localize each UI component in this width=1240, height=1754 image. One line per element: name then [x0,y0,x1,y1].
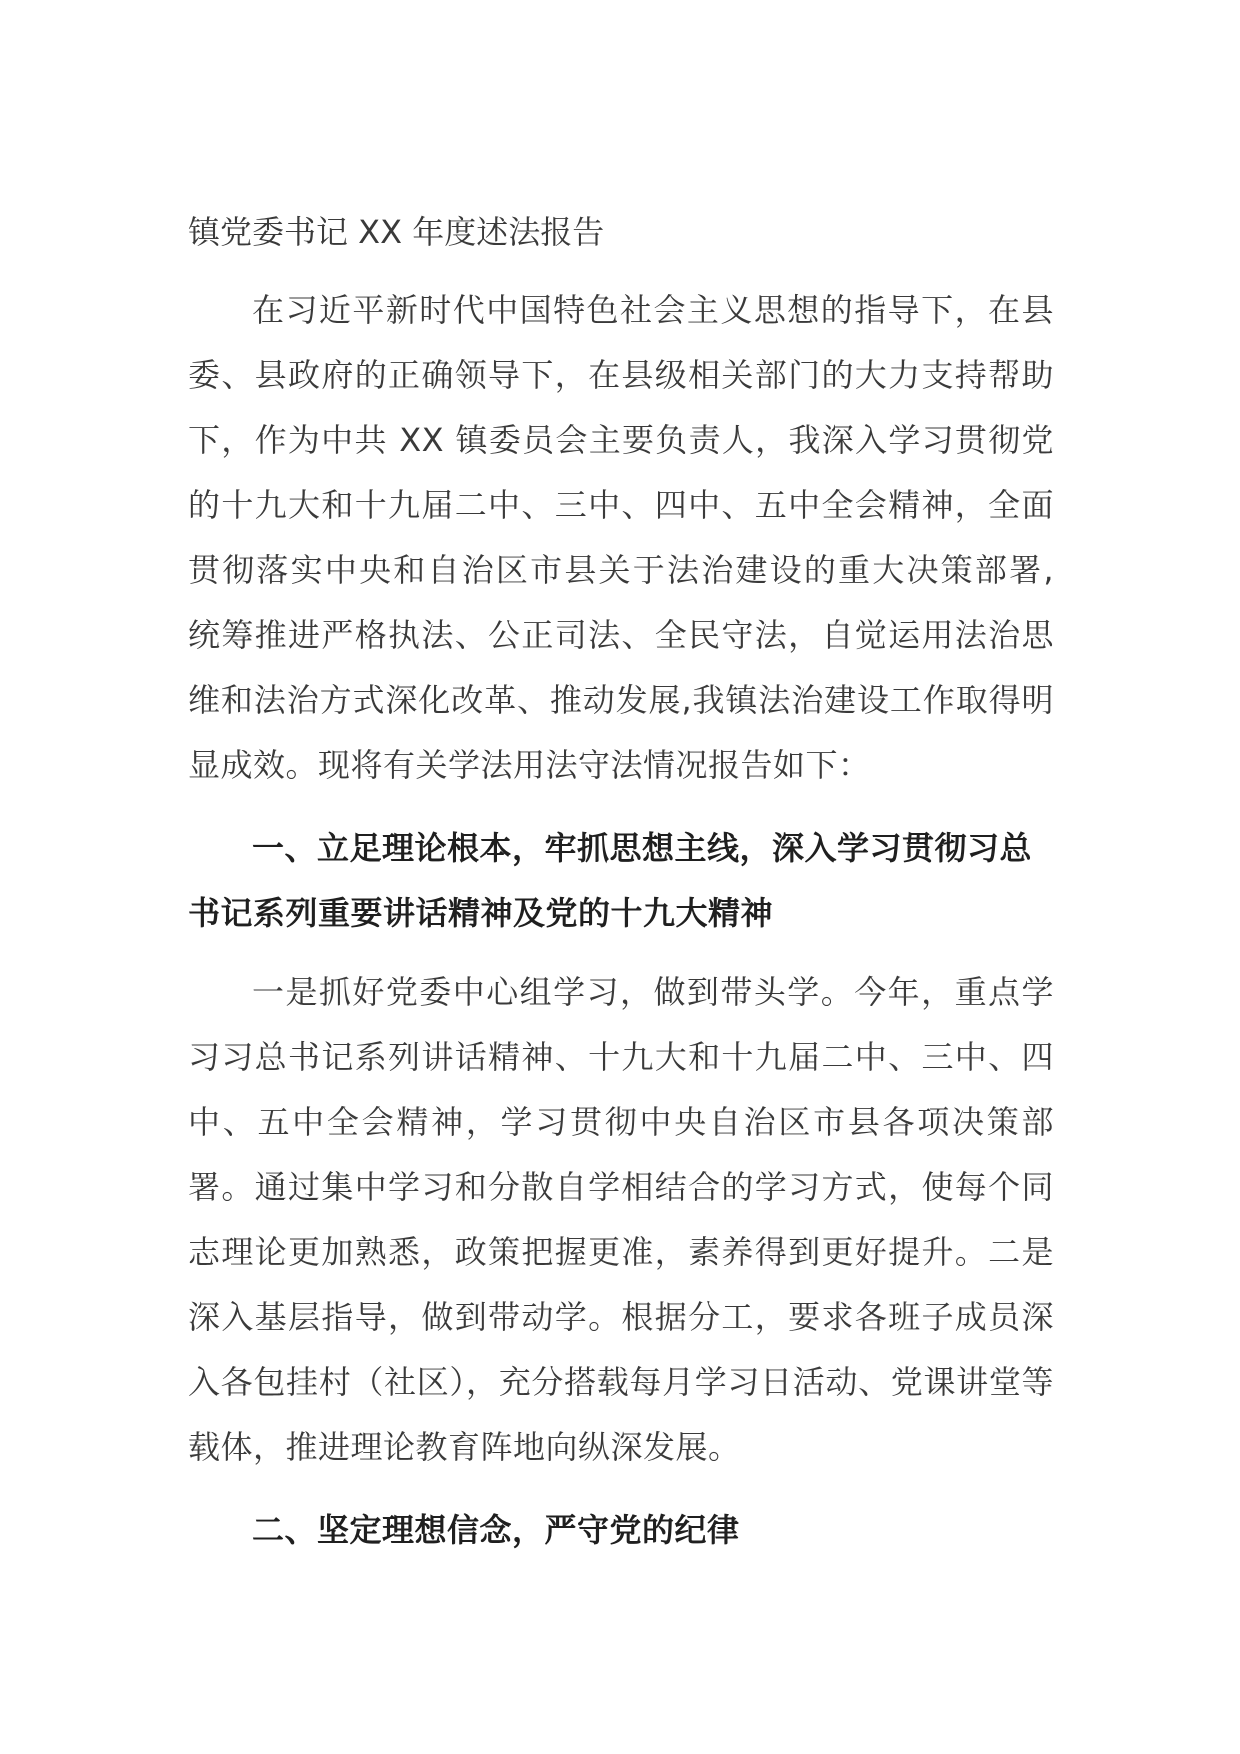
section-1-heading: 一、立足理论根本，牢抓思想主线，深入学习贯彻习总书记系列重要讲话精神及党的十九大精神 [188,829,1033,932]
intro-paragraph: 在习近平新时代中国特色社会主义思想的指导下，在县委、县政府的正确领导下，在县级相关部门的大力支持帮助下，作为中共 XX 镇委员会主要负责人，我深入学习贯彻党的十九大和十九届二中、三中、四中、五中全会精神，全面贯彻落实中央和自治区市县关于法治建设的重大决策部署, 统筹推进严格执法、公正司法、全民守法，自觉运用法治思维和法治方式深化改革、推动发展,我镇法治建设工作取得明显成效。现将有关学法用法守法情况报告如下： [188,291,1054,784]
document-content [188,200,1054,1563]
document-title: 镇党委书记 XX 年度述法报告 [188,213,605,251]
section-2-heading: 二、坚定理想信念，严守党的纪律 [252,1511,740,1549]
section-1-body: 一是抓好党委中心组学习，做到带头学。今年，重点学习习总书记系列讲话精神、十九大和十九届二中、三中、四中、五中全会精神，学习贯彻中央自治区市县各项决策部署。通过集中学习和分散自学相结合的学习方式，使每个同志理论更加熟悉，政策把握更准，素养得到更好提升。二是深入基层指导，做到带动学。根据分工，要求各班子成员深入各包挂村（社区），充分搭载每月学习日活动、党课讲堂等载体，推进理论教育阵地向纵深发展。 [188,973,1054,1466]
